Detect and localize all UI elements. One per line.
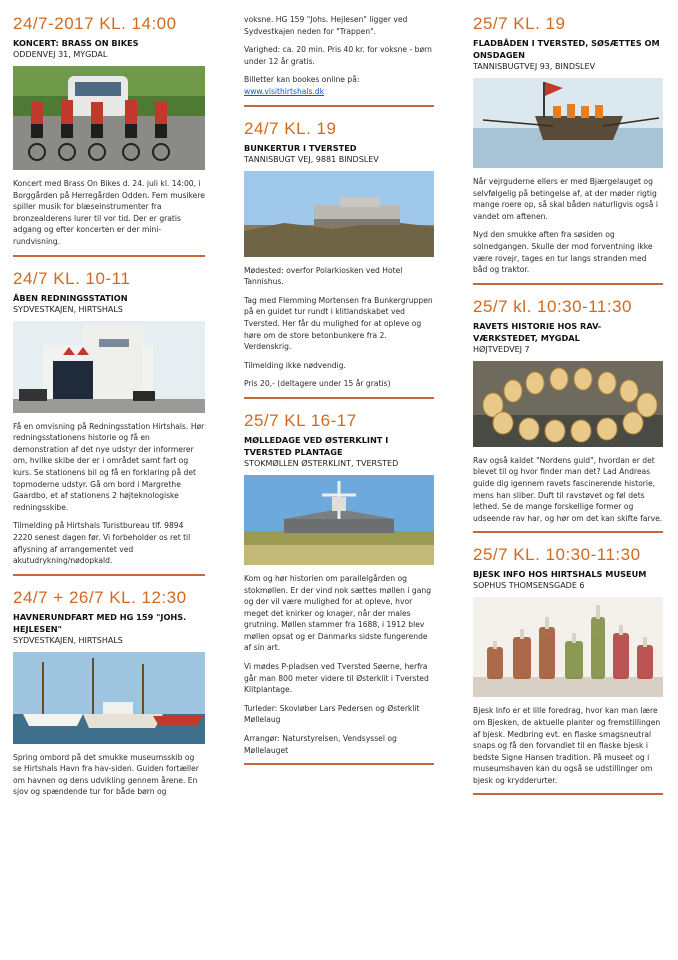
booking-text: Billetter kan bookes online på:: [244, 75, 360, 85]
event-bunker-tour: [244, 119, 434, 399]
event-harbour-tour-continued: [244, 14, 434, 107]
meeting-place: Mødested: overfor Polarkiosken ved Hotel Tannishus.: [244, 265, 403, 287]
event-title: BJESK INFO HOS HIRTSHALS MUSEUM: [473, 569, 647, 580]
column-middle: [244, 0, 434, 777]
event-title: BUNKERTUR I TVERSTED: [244, 142, 357, 153]
event-date: 24/7 KL. 10-11: [13, 268, 131, 288]
event-title: KONCERT: BRASS ON BIKES: [13, 38, 139, 48]
column-left: [13, 0, 205, 805]
booking-link[interactable]: www.visithirtshals.dk: [244, 86, 325, 96]
event-rescue-station: [13, 269, 205, 576]
event-date: 24/7 KL. 19: [244, 118, 337, 138]
event-description: Spring ombord på det smukke museumsskib og se Hirtshals Havn fra hav-siden. Guiden fortæller om havnen og dens udvikling gennem årene. En sjov og spændende tur for både børn og: [13, 752, 199, 797]
event-title: MØLLEDAGE VED ØSTERKLINT I TVERSTED PLANTAGE: [244, 434, 389, 457]
event-description: Få en omvisning på Redningsstation Hirtshals. Hør redningsstationens historie og få en demonstration af det nye udstyr der informerer om, hvilke skibe der er i området samt fart og kurs. Se stationens bil og få en forklaring på det topmoderne udstyr. Gå om bord i Margrethe Gaardbo, et af stationens 2 højteknologiske redningsskibe.: [13, 421, 205, 512]
event-date: 25/7 kl. 10:30-11:30: [473, 296, 633, 316]
rescue-station-photo: [13, 321, 205, 413]
harbour-ships-photo: [13, 652, 205, 744]
event-description: Når vejrguderne ellers er med Bjærgelauget og selvfølgelig på betingelse af, at der møder rigtig mange roere op, så skal båden naturligvis også i vandet om aftenen.: [473, 177, 658, 221]
event-title: HAVNERUNDFART MED HG 159 "JOHS. HEJLESEN": [13, 611, 187, 634]
event-title: RAVETS HISTORIE HOS RAV-VÆRKSTEDET, MYGDAL: [473, 320, 602, 343]
event-description: Koncert med Brass On Bikes d. 24. juli kl. 14:00, i Borggården på Herregården Odden. Fem musikere spiller musik for blæseinstrumenter fra bronzealderens lurer til vor tid. Der er gratis adgang og efter koncerten er der mini-rundvisning.: [13, 179, 205, 246]
windmill-photo: [244, 475, 434, 565]
section-divider: [13, 574, 205, 576]
organizer: Arrangør: Naturstyrelsen, Vendsyssel og Møllelauget: [244, 734, 397, 755]
section-divider: [13, 255, 205, 257]
event-address: STOKMØLLEN ØSTERKLINT, TVERSTED: [244, 458, 399, 468]
event-note: Nyd den smukke aften fra søsiden og solnedgangen. Skulle der mod forventning ikke være rovejr, tages en tur langs stranden med båd og traktor.: [473, 230, 653, 275]
event-date: 25/7 KL. 19: [473, 14, 566, 33]
event-harbour-tour: [13, 588, 205, 798]
event-address: HØJTVEDVEJ 7: [473, 344, 530, 354]
column-right: [473, 0, 663, 807]
event-date: 25/7 KL. 10:30-11:30: [473, 545, 641, 565]
event-address: SYDVESTKAJEN, HIRTSHALS: [13, 635, 123, 645]
event-title: FLADBÅDEN I TVERSTED, SØSÆTTES OM ONSDAGEN: [473, 38, 660, 60]
amber-photo: [473, 361, 663, 447]
rowing-boat-photo: [473, 78, 663, 168]
event-price: Varighed: ca. 20 min. Pris 40 kr. for voksne - børn under 12 år gratis.: [244, 45, 432, 66]
event-address: TANNISBUGT VEJ, 9881 BINDSLEV: [244, 154, 379, 164]
event-address: TANNISBUGTVEJ 93, BINDSLEV: [473, 62, 596, 71]
section-divider: [244, 763, 434, 765]
event-date: 24/7-2017 KL. 14:00: [13, 14, 177, 33]
section-divider: [244, 105, 434, 107]
event-description: Rav også kaldet "Nordens guld", hvordan er det blevet til og hvor finder man det? Lad Andreas guide dig igennem ravets fascinerende historie, mens han sliber. Duft til ravstøvet og føl dets lethed. Se de mange forskellige former og udseende rav har, og hør om det kan skifte farve.: [473, 455, 663, 523]
section-divider: [473, 531, 663, 533]
event-description: voksne. HG 159 "Johs. Hejlesen" ligger ved Sydvestkajen neden for "Trappen".: [244, 15, 408, 36]
event-description: Bjesk Info er et lille foredrag, hvor kan man lære om Bjesken, de aktuelle planter og fremstillingen af bjesk. Medbring evt. en flaske smagsneutral snaps og få den forvandlet til en flaske bjesk i bedste Signe Hansen tradition. På museet og i museumshaven kan du også se udstillinger om bjesk og krydderurter.: [473, 706, 661, 785]
event-address: SYDVESTKAJEN, HIRTSHALS: [13, 304, 123, 314]
bjesk-bottles-photo: [473, 597, 663, 697]
event-price: Pris 20,- (deltagere under 15 år gratis): [244, 379, 391, 389]
bunker-photo: [244, 171, 434, 257]
event-title: ÅBEN REDNINGSSTATION: [13, 292, 128, 303]
registration-note: Tilmelding ikke nødvendig.: [244, 360, 346, 370]
event-description: Kom og hør historien om parallelgården og stokmøllen. Er der vind nok sættes møllen i gang og der vil være mulighed for at opleve, hvor meget det knirker og knager, når der males grutning. Møllen stammer fra 1688, i 1912 blev møllen opsat og er Danmarks sidste fungerende af sin art.: [244, 573, 432, 653]
section-divider: [473, 793, 663, 795]
event-date: 25/7 KL 16-17: [244, 410, 357, 430]
event-brass-on-bikes: [13, 14, 205, 257]
event-mill-days: [244, 411, 434, 765]
cyclists-photo: [13, 66, 205, 170]
event-address: ODDENVEJ 31, MYGDAL: [13, 50, 108, 59]
event-amber-history: [473, 297, 663, 534]
event-note: Tilmelding på Hirtshals Turistbureau tlf. 9894 2220 senest dagen før. Vi forbeholder os ret til aflysning af arrangementet ved akutudrykning/nødopkald.: [13, 521, 191, 566]
event-address: SOPHUS THOMSENSGADE 6: [473, 581, 585, 591]
section-divider: [244, 397, 434, 399]
event-bjesk-info: [473, 545, 663, 795]
tour-leader: Turleder: Skovløber Lars Pedersen og Østerklit Møllelaug: [244, 703, 420, 725]
section-divider: [473, 283, 663, 285]
event-flat-boat: [473, 14, 663, 285]
event-date: 24/7 + 26/7 KL. 12:30: [13, 587, 187, 607]
event-description: Tag med Flemming Mortensen fra Bunkergruppen på en guidet tur rundt i klitlandskabet ved Tversted. Her får du mulighed for at opleve og høre om de store betonbunkere fra 2. Verdenskrig.: [244, 295, 433, 352]
meeting-place: Vi mødes P-pladsen ved Tversted Søerne, herfra går man 800 meter videre til Østerklit i Tversted Klitplantage.: [244, 662, 429, 695]
